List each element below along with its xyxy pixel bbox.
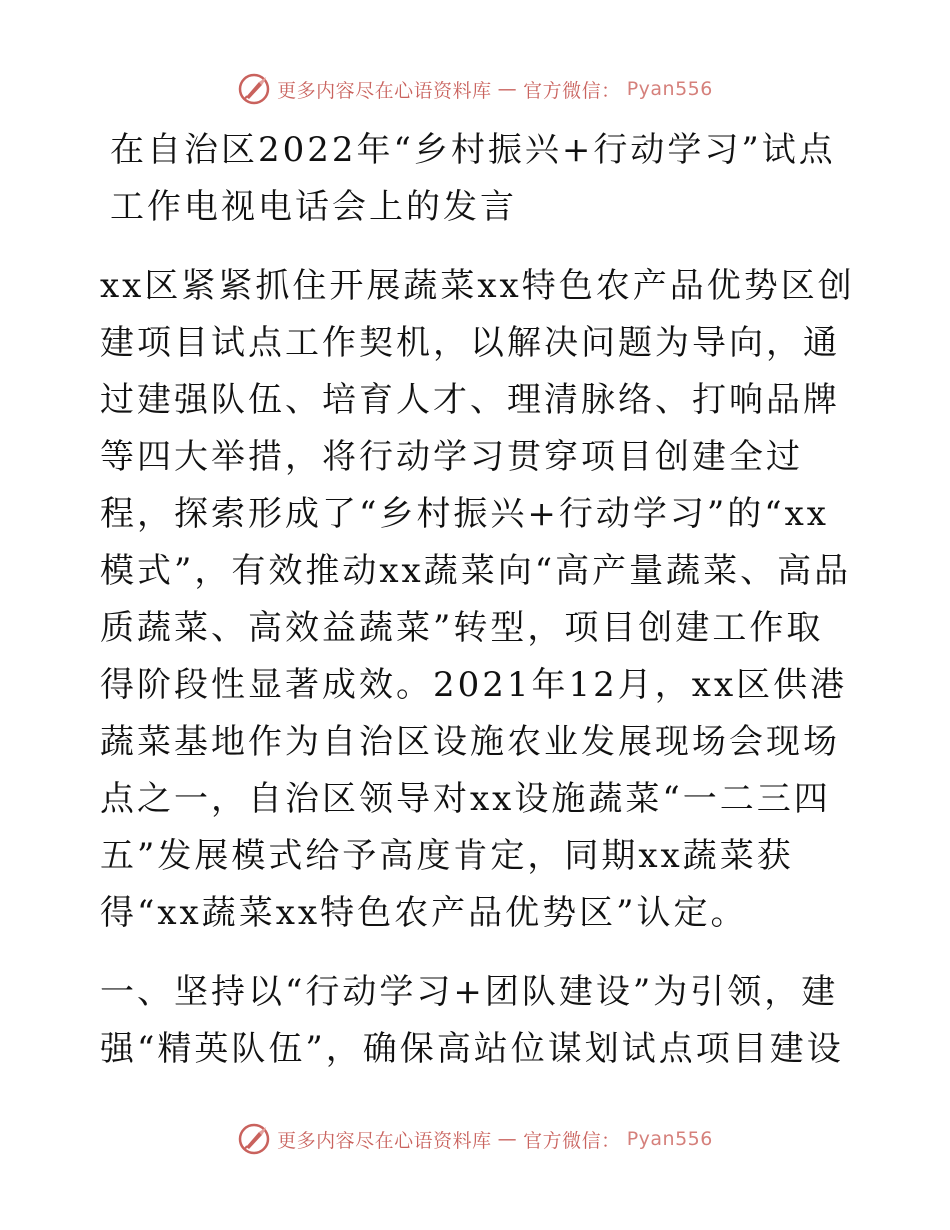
watermark-main-text: 更多内容尽在心语资料库 bbox=[277, 1129, 492, 1152]
quill-logo-icon bbox=[237, 72, 271, 106]
watermark-label: 官方微信： bbox=[523, 79, 621, 102]
quill-logo-icon bbox=[237, 1122, 271, 1156]
watermark-footer bbox=[0, 1122, 950, 1156]
paragraph-intro: xx区紧紧抓住开展蔬菜xx特色农产品优势区创建项目试点工作契机，以解决问题为导向，通过建强队伍、培育人才、理清脉络、打响品牌等四大举措，将行动学习贯穿项目创建全过程，探索形成了“乡村振兴+行动学习”的“xx模式”，有效推动xx蔬菜向“高产量蔬菜、高品质蔬菜、高效益蔬菜”转型，项目创建工作取得阶段性显著成效。2021年12月，xx区供港蔬菜基地作为自治区设施农业发展现场会现场点之一，自治区领导对xx设施蔬菜“一二三四五”发展模式给予高度肯定，同期xx蔬菜获得“xx蔬菜xx特色农产品优势区”认定。 bbox=[100, 266, 855, 933]
document-title: 在自治区2022年“乡村振兴+行动学习”试点工作电视电话会上的发言 bbox=[110, 130, 836, 227]
watermark-account: Pyan556 bbox=[626, 78, 713, 100]
watermark-header bbox=[0, 72, 950, 106]
watermark-account: Pyan556 bbox=[626, 1128, 713, 1150]
watermark-label: 官方微信： bbox=[523, 1129, 621, 1152]
watermark-main-text: 更多内容尽在心语资料库 bbox=[277, 79, 492, 102]
watermark-dash: — bbox=[497, 78, 518, 100]
document-body bbox=[100, 122, 860, 1078]
watermark-dash: — bbox=[497, 1128, 518, 1150]
section-heading-1: 一、坚持以“行动学习+团队建设”为引领，建强“精英队伍”，确保高站位谋划试点项目建设 bbox=[100, 972, 844, 1069]
